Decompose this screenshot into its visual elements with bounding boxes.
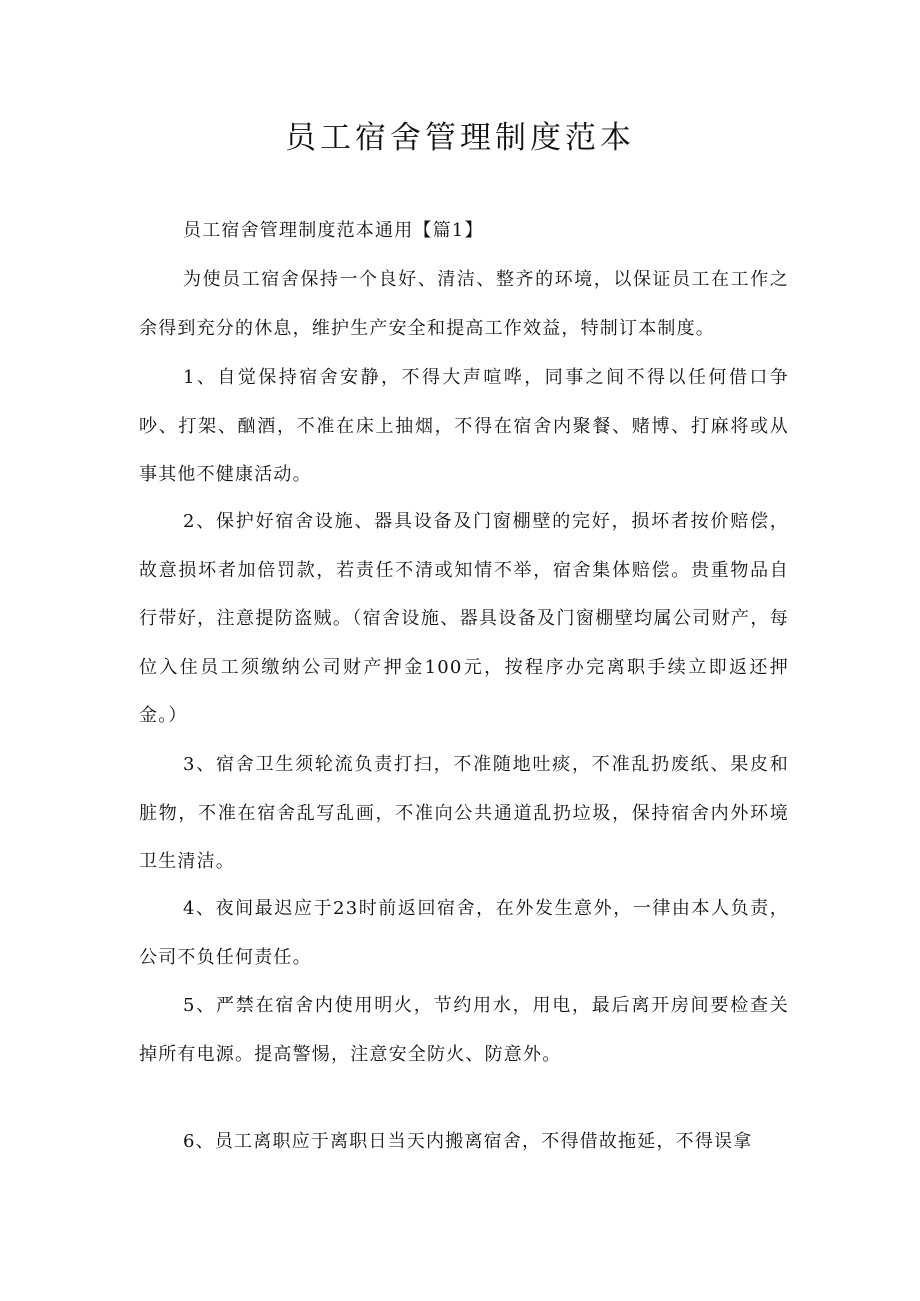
section-heading: 员工宿舍管理制度范本通用【篇1】 (183, 220, 484, 241)
rule-item-1: 1、自觉保持宿舍安静，不得大声喧哗，同事之间不得以任何借口争吵、打架、酗酒，不准在床上抽烟，不得在宿舍内聚餐、赌博、打麻将或从事其他不健康活动。 (139, 367, 789, 485)
rule-item-4: 4、夜间最迟应于23时前返回宿舍，在外发生意外，一律由本人负责，公司不负任何责任。 (139, 898, 789, 968)
rule-item-6: 6、员工离职应于离职日当天内搬离宿舍，不得借故拖延，不得误拿 (183, 1131, 753, 1152)
intro-paragraph: 为使员工宿舍保持一个良好、清洁、整齐的环境，以保证员工在工作之余得到充分的休息，维护生产安全和提高工作效益，特制订本制度。 (139, 269, 789, 339)
rule-item-2: 2、保护好宿舍设施、器具设备及门窗棚壁的完好，损坏者按价赔偿，故意损坏者加倍罚款，若责任不清或知情不举，宿舍集体赔偿。贵重物品自行带好，注意提防盗贼。（宿舍设施、器具设备及门窗棚壁均属公司财产，每位入住员工须缴纳公司财产押金100元，按程序办完离职手续立即返还押金。） (139, 511, 789, 726)
document-title: 员工宿舍管理制度范本 (285, 120, 635, 156)
rule-item-3: 3、宿舍卫生须轮流负责打扫，不准随地吐痰，不准乱扔废纸、果皮和脏物，不准在宿舍乱写乱画，不准向公共通道乱扔垃圾，保持宿舍内外环境卫生清洁。 (139, 754, 789, 872)
rule-item-5: 5、严禁在宿舍内使用明火，节约用水，用电，最后离开房间要检查关掉所有电源。提高警惕，注意安全防火、防意外。 (139, 995, 789, 1065)
